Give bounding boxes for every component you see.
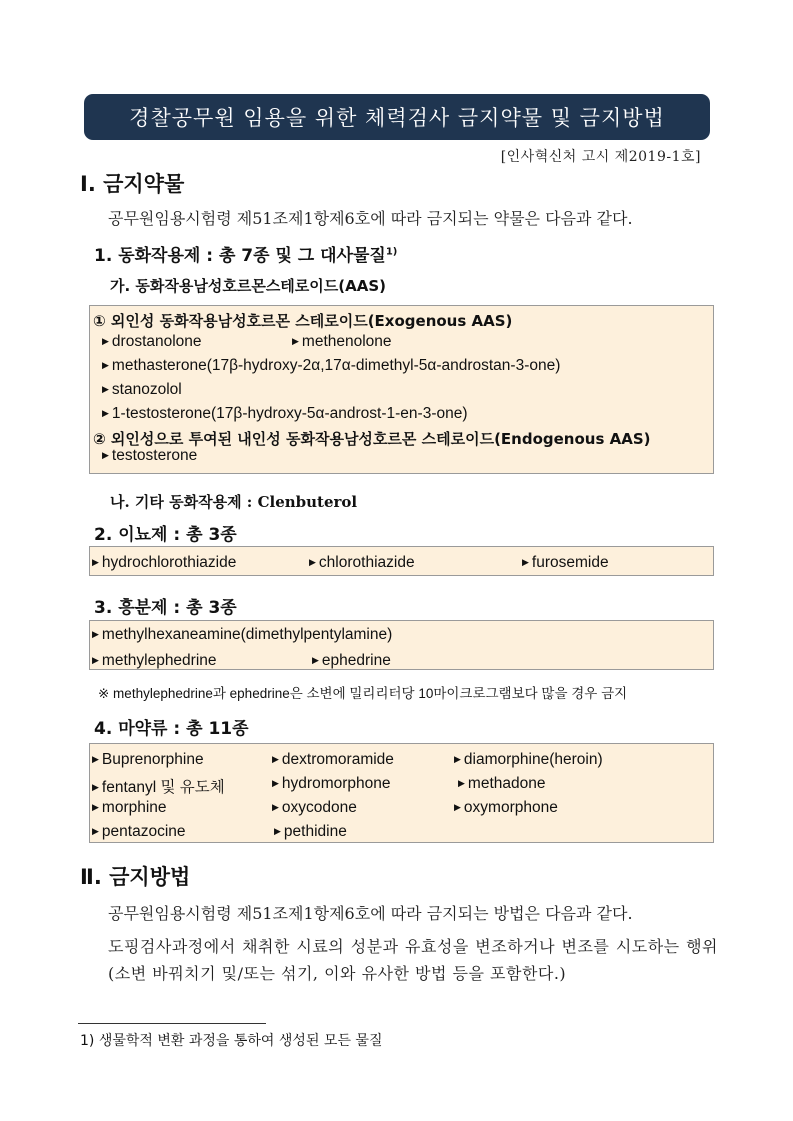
list-item: ▶ stanozolol [102, 381, 182, 398]
exogenous-title: ① 외인성 동화작용남성호르몬 스테로이드(Exogenous AAS) [93, 312, 513, 330]
list-item: ▶ 1-testosterone(17β-hydroxy-5α-androst-1-en-3-one) [102, 405, 468, 422]
narcotics-heading: 4. 마약류 : 총 11종 [94, 719, 249, 739]
list-item: ▶ morphine [92, 799, 167, 816]
list-item: ▶ diamorphine(heroin) [454, 751, 603, 768]
list-item: ▶ fentanyl 및 유도체 [92, 779, 225, 796]
document-title: 경찰공무원 임용을 위한 체력검사 금지약물 및 금지방법 [84, 94, 710, 140]
list-item: ▶ drostanolone [102, 333, 202, 350]
list-item: ▶ pentazocine [92, 823, 186, 840]
section-1-intro: 공무원임용시험령 제51조제1항제6호에 따라 금지되는 약물은 다음과 같다. [108, 209, 633, 228]
stimulants-note: ※ methylephedrine과 ephedrine은 소변에 밀리리터당 10마이크로그램보다 많을 경우 금지 [98, 686, 628, 701]
list-item: ▶ methasterone(17β-hydroxy-2α,17α-dimethyl-5α-androstan-3-one) [102, 357, 561, 374]
aas-heading: 가. 동화작용남성호르몬스테로이드(AAS) [110, 277, 387, 295]
list-item: ▶ Buprenorphine [92, 751, 204, 768]
list-item: ▶ hydromorphone [272, 775, 391, 792]
list-item: ▶ ephedrine [312, 652, 391, 669]
section-2-heading: Ⅱ. 금지방법 [80, 865, 191, 889]
diuretics-heading: 2. 이뇨제 : 총 3종 [94, 525, 237, 545]
list-item: ▶ pethidine [274, 823, 347, 840]
aas-box [89, 305, 714, 474]
list-item: ▶ chlorothiazide [309, 554, 415, 571]
list-item: ▶ furosemide [522, 554, 609, 571]
list-item: ▶ dextromoramide [272, 751, 394, 768]
list-item: ▶ methylhexaneamine(dimethylpentylamine) [92, 626, 393, 643]
list-item: ▶ methylephedrine [92, 652, 217, 669]
footnote-divider [78, 1023, 266, 1024]
stimulants-heading: 3. 흥분제 : 총 3종 [94, 598, 237, 618]
footnote-ref: 1) [385, 246, 398, 258]
list-item: ▶ testosterone [102, 447, 198, 464]
section-2-method: 도핑검사과정에서 채취한 시료의 성분과 유효성을 변조하거나 변조를 시도하는 행위(소변 바꿔치기 및/또는 섞기, 이와 유사한 방법 등을 포함한다.) [108, 937, 718, 983]
endogenous-title: ② 외인성으로 투여된 내인성 동화작용남성호르몬 스테로이드(Endogenous AAS) [93, 430, 651, 448]
stimulants-box [89, 620, 714, 670]
list-item: ▶ methadone [458, 775, 546, 792]
narcotics-box [89, 743, 714, 843]
list-item: ▶ methenolone [292, 333, 392, 350]
section-1-heading: Ⅰ. 금지약물 [80, 172, 185, 196]
list-item: ▶ oxycodone [272, 799, 357, 816]
list-item: ▶ hydrochlorothiazide [92, 554, 237, 571]
anabolic-heading: 1. 동화작용제 : 총 7종 및 그 대사물질$^{1)}$ [94, 246, 398, 266]
section-2-intro: 공무원임용시험령 제51조제1항제6호에 따라 금지되는 방법은 다음과 같다. [108, 904, 633, 923]
diuretics-box [89, 546, 714, 576]
footnote: 1) 생물학적 변환 과정을 통하여 생성된 모든 물질 [80, 1033, 383, 1049]
other-anabolic-heading: 나. 기타 동화작용제 : Clenbuterol [110, 493, 358, 511]
notice-number: [인사혁신처 고시 제2019-1호] [500, 149, 701, 165]
list-item: ▶ oxymorphone [454, 799, 558, 816]
